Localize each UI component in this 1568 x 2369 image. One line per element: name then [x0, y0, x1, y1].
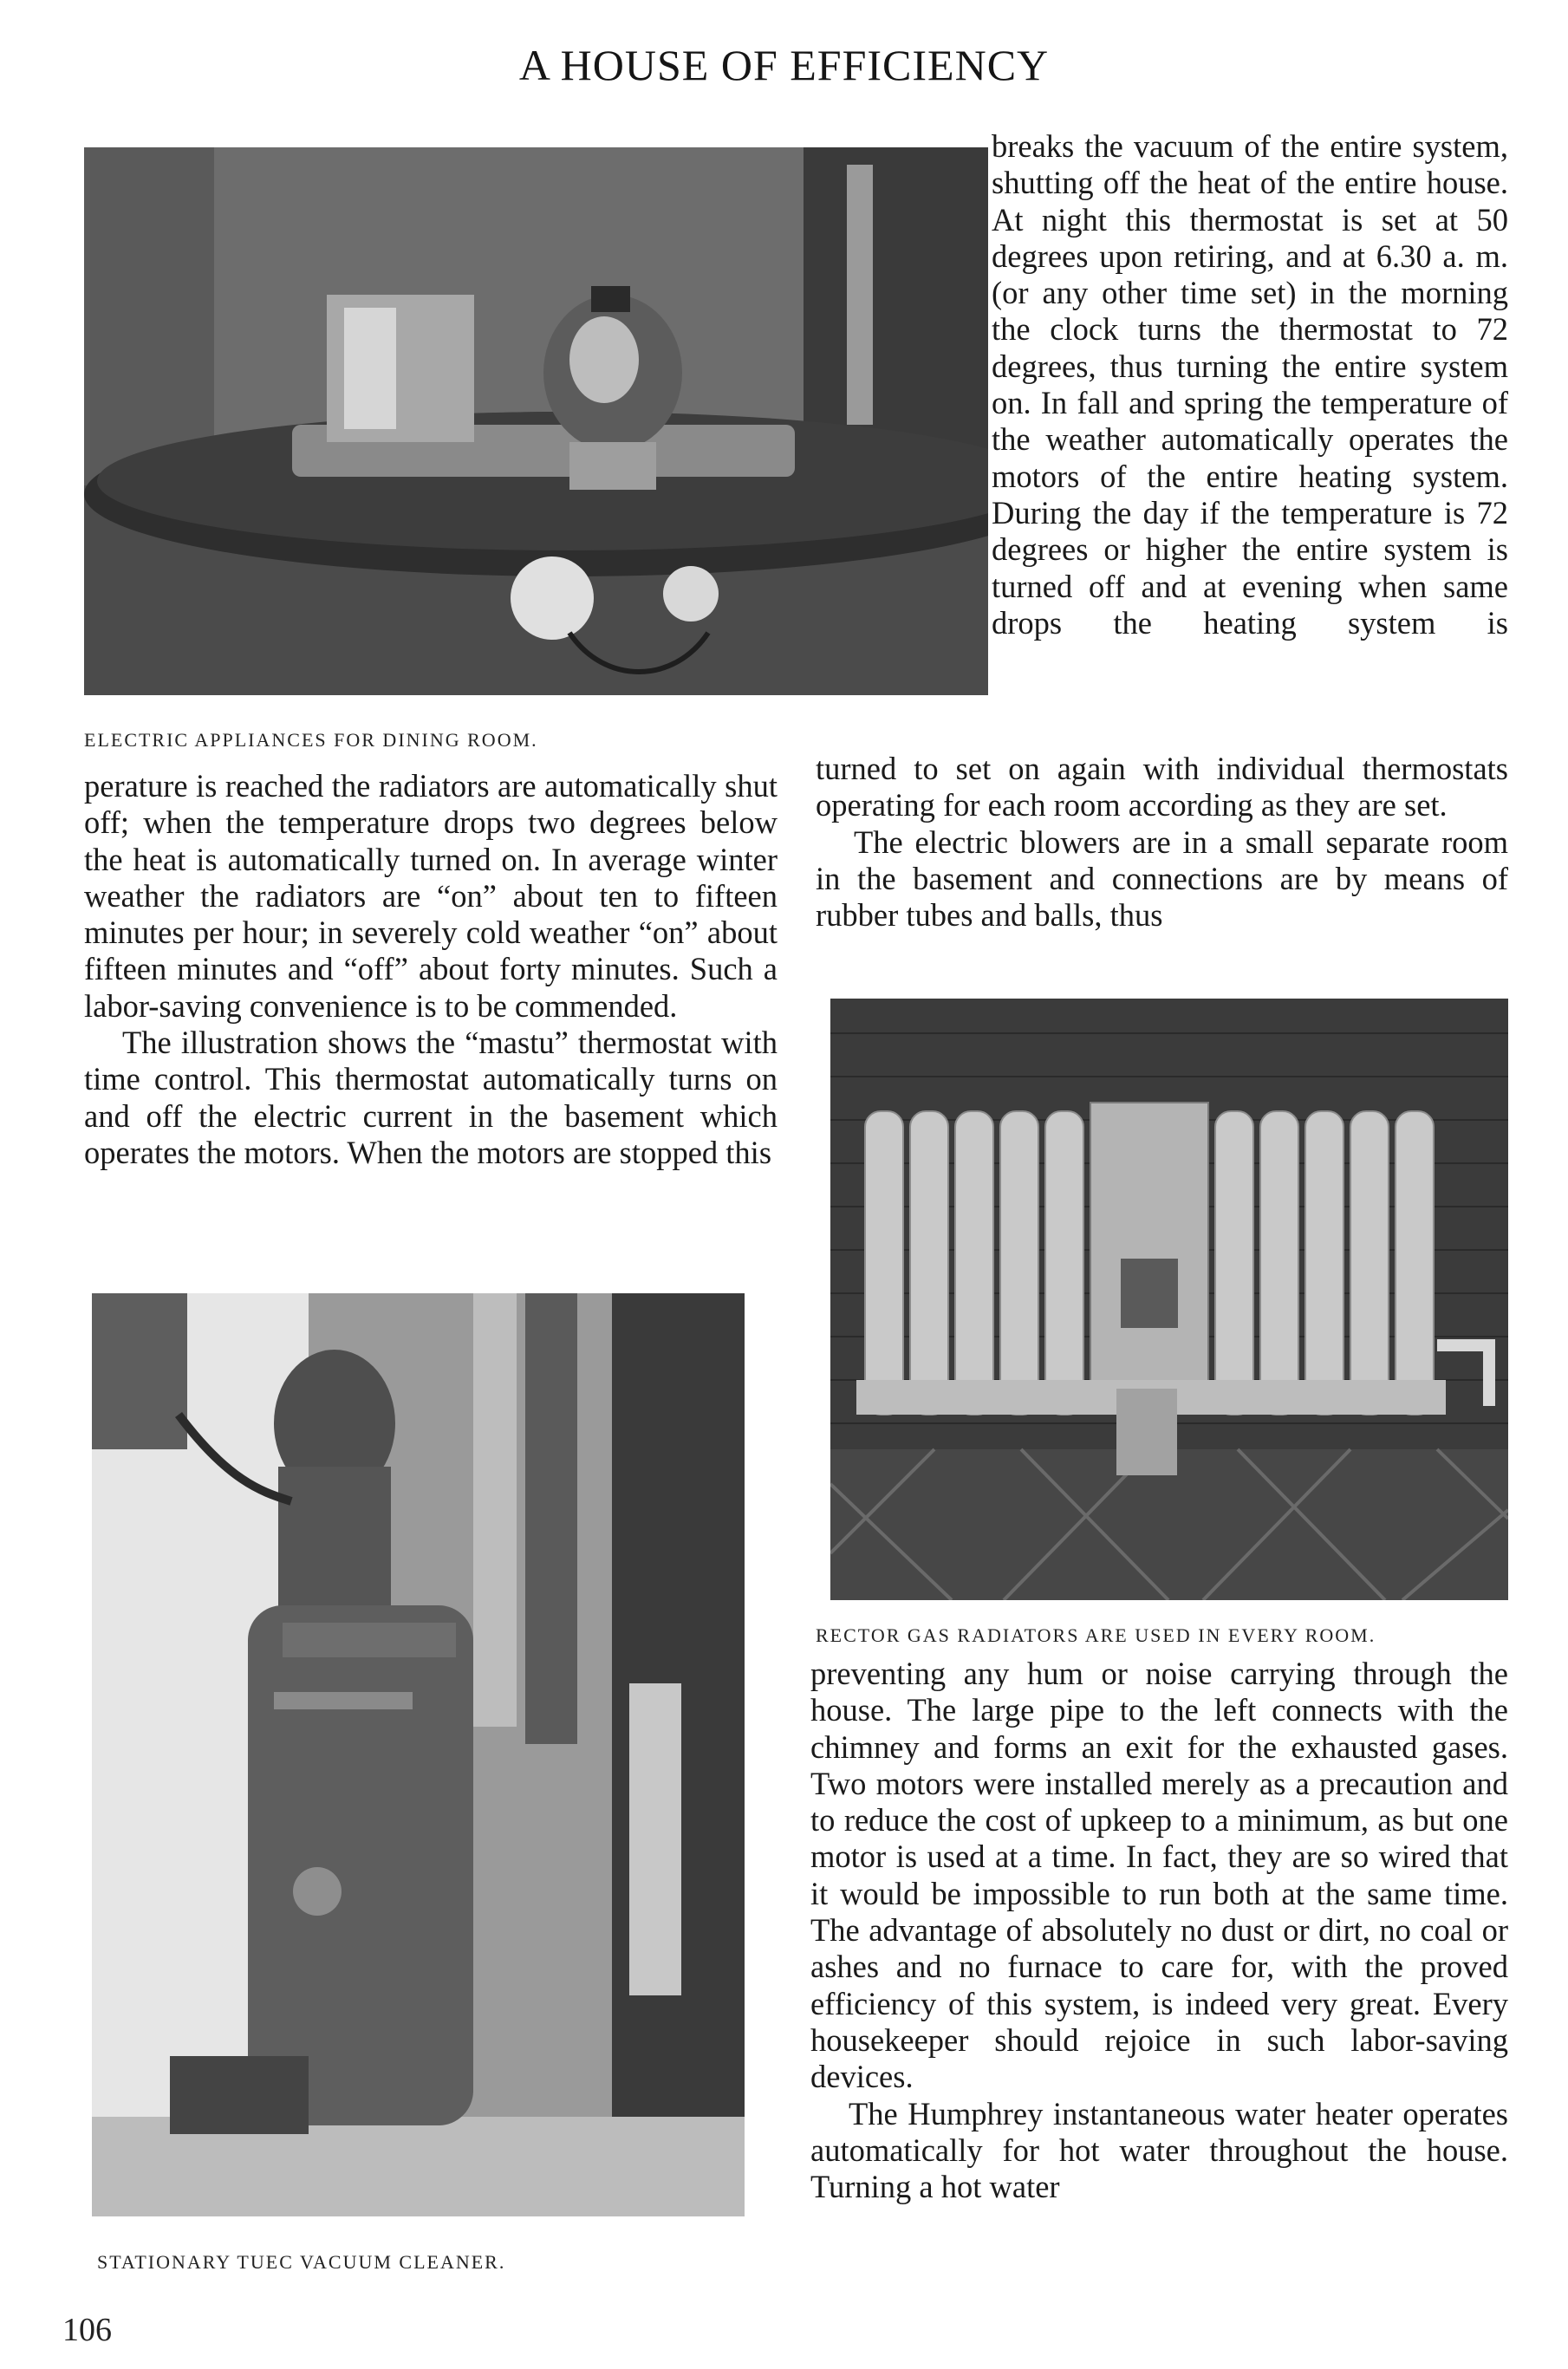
- text-left-mid: [84, 768, 777, 1171]
- paragraph: turned to set on again with individual thermostats operating for each room according as they are set.: [816, 751, 1508, 823]
- page-number: 106: [62, 2312, 112, 2348]
- paragraph: The illustration shows the “mastu” thermostat with time control. This thermostat automatically turns on and off the electric current in the basement which operates the motors. When the motors are stopped this: [84, 1025, 777, 1170]
- paragraph: preventing any hum or noise carrying through the house. The large pipe to the left connects with the chimney and forms an exit for the exhausted gases. Two motors were installed merely as a precaution and to reduce the cost of upkeep to a minimum, as but one motor is used at a time. In fact, they are so wired that it would be impossible to run both at the same time. The advantage of absolutely no dust or dirt, no coal or ashes and no furnace to care for, with the proved efficiency of this system, is indeed very great. Every housekeeper should rejoice in such labor-saving devices.: [810, 1656, 1508, 2095]
- paragraph: The electric blowers are in a small separate room in the basement and connections are by means of rubber tubes and balls, thus: [816, 823, 1508, 934]
- dining-appliances-illustration: [84, 147, 988, 695]
- figure-caption-radiator: RECTOR GAS RADIATORS ARE USED IN EVERY ROOM.: [816, 1624, 1376, 1646]
- vacuum-cleaner-illustration: [92, 1293, 745, 2216]
- text-right-bottom: [810, 1656, 1508, 2205]
- photo-radiator: [830, 999, 1508, 1600]
- photo-vacuum-cleaner: [92, 1293, 745, 2216]
- text-right-top: [992, 128, 1508, 641]
- photo-dining-appliances: [84, 147, 988, 695]
- figure-caption-vacuum: STATIONARY TUEC VACUUM CLEANER.: [97, 2251, 506, 2273]
- paragraph: The Humphrey instantaneous water heater operates automatically for hot water throughout the house. Turning a hot water: [810, 2095, 1508, 2205]
- paragraph: breaks the vacuum of the entire system, shutting off the heat of the entire house. At night this thermostat is set at 50 degrees upon retiring, and at 6.30 a. m. (or any other time set) in the morning the clock turns the thermostat to 72 degrees, thus turning the entire system on. In fall and spring the temperature of the weather automatically operates the motors of the entire heating system. During the day if the temperature is 72 degrees or higher the entire system is turned off and at evening when same drops the heating system is: [992, 128, 1508, 641]
- page-title: A HOUSE OF EFFICIENCY: [518, 41, 1050, 89]
- figure-caption-dining: ELECTRIC APPLIANCES FOR DINING ROOM.: [84, 729, 538, 751]
- text-right-mid: [816, 751, 1508, 934]
- paragraph: perature is reached the radiators are automatically shut off; when the temperature drops two degrees below the heat is automatically turned on. In average winter weather the radiators are “on” about ten to fifteen minutes per hour; in severely cold weather “on” about fifteen minutes and “off” about forty minutes. Such a labor-saving convenience is to be commended.: [84, 768, 777, 1024]
- radiator-illustration: [830, 999, 1508, 1600]
